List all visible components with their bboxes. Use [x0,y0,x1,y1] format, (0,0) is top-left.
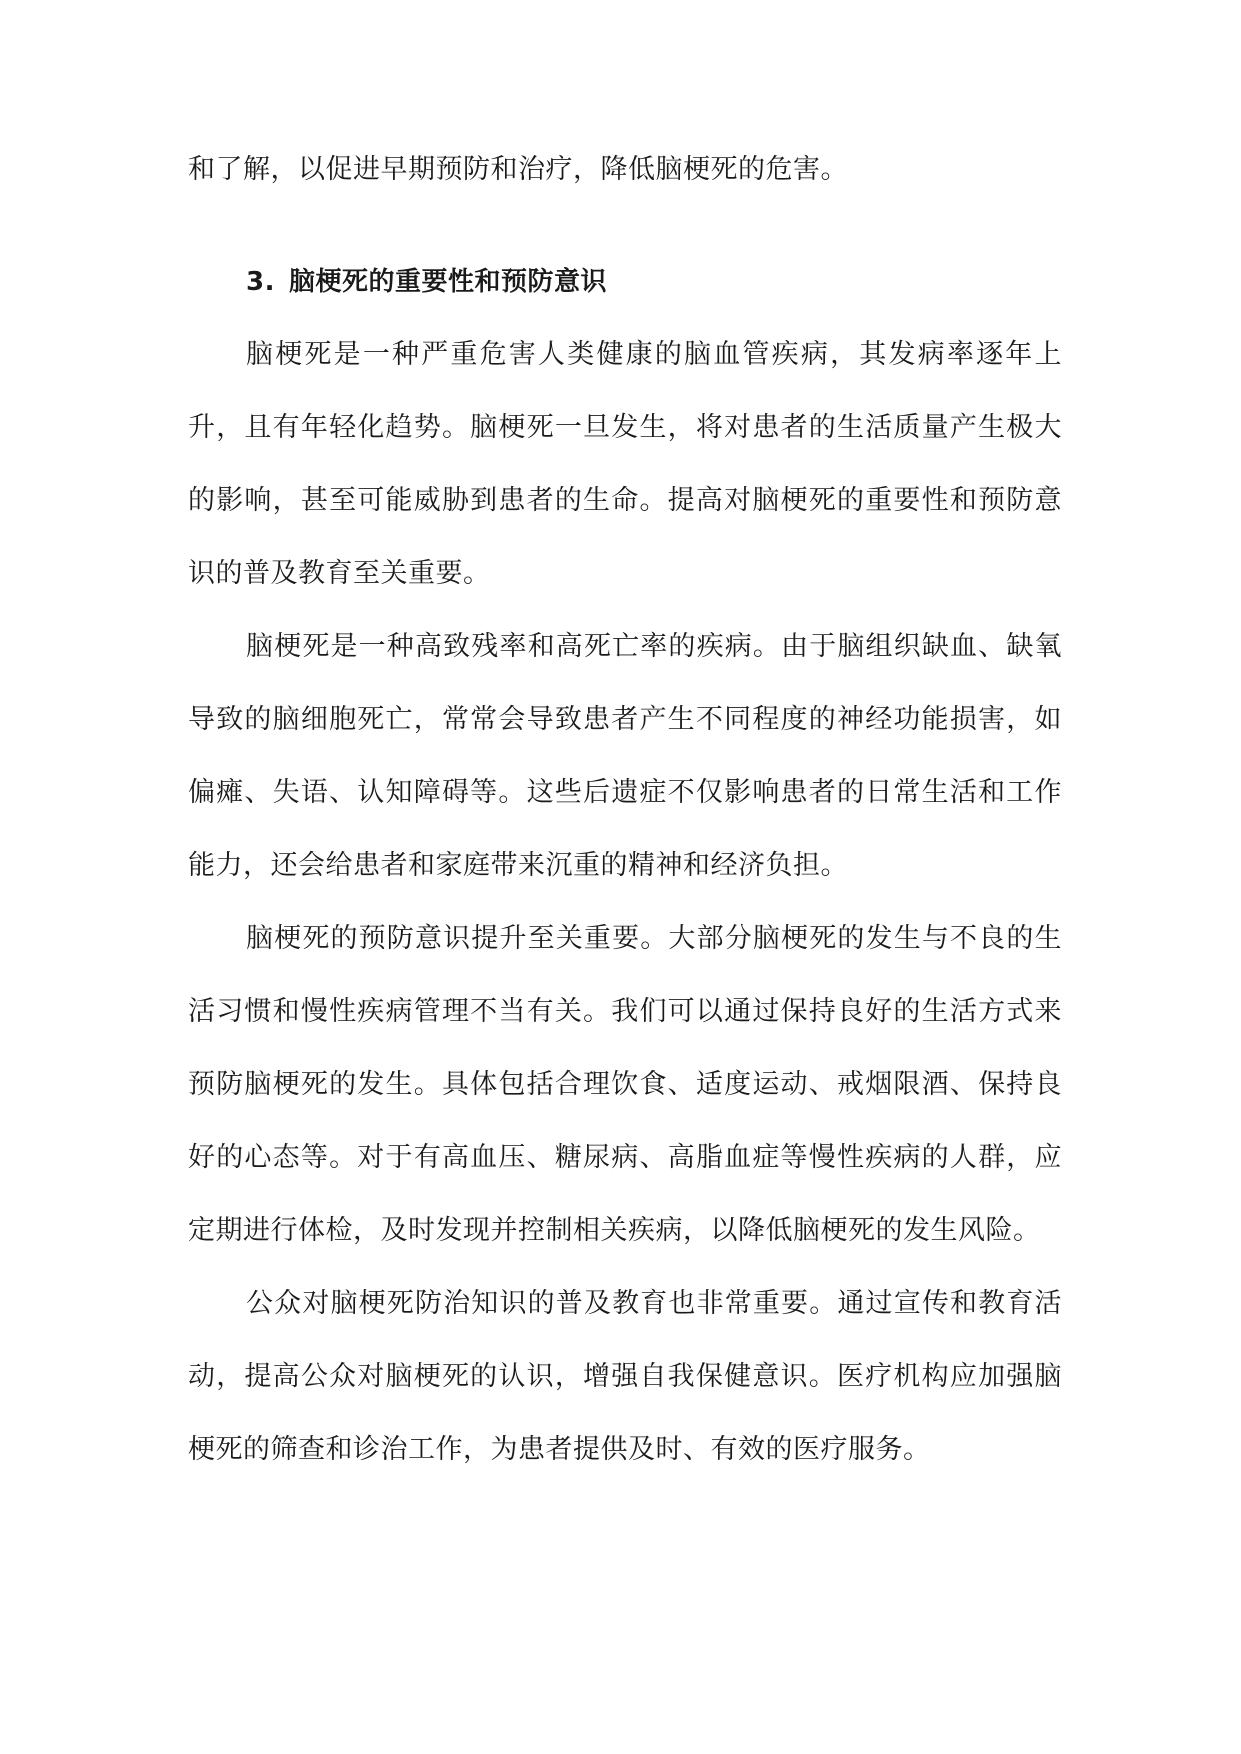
paragraph-4: 公众对脑梗死防治知识的普及教育也非常重要。通过宣传和教育活动，提高公众对脑梗死的认识，增强自我保健意识。医疗机构应加强脑梗死的筛查和诊治工作，为患者提供及时、有效的医疗服务。 [188,1288,1062,1465]
paragraph-1: 脑梗死是一种严重危害人类健康的脑血管疾病，其发病率逐年上升，且有年轻化趋势。脑梗死一旦发生，将对患者的生活质量产生极大的影响，甚至可能威胁到患者的生命。提高对脑梗死的重要性和预防意识的普及教育至关重要。 [188,339,1062,589]
body-paragraphs [188,318,1062,1486]
section-heading [188,262,1062,302]
section-number: 3. [246,267,275,297]
paragraph-2: 脑梗死是一种高致残率和高死亡率的疾病。由于脑组织缺血、缺氧导致的脑细胞死亡，常常会导致患者产生不同程度的神经功能损害，如偏瘫、失语、认知障碍等。这些后遗症不仅影响患者的日常生活和工作能力，还会给患者和家庭带来沉重的精神和经济负担。 [188,631,1062,881]
section-title: 脑梗死的重要性和预防意识 [288,267,607,297]
paragraph-3: 脑梗死的预防意识提升至关重要。大部分脑梗死的发生与不良的生活习惯和慢性疾病管理不当有关。我们可以通过保持良好的生活方式来预防脑梗死的发生。具体包括合理饮食、适度运动、戒烟限酒、保持良好的心态等。对于有高血压、糖尿病、高脂血症等慢性疾病的人群，应定期进行体检，及时发现并控制相关疾病，以降低脑梗死的发生风险。 [188,923,1062,1246]
continuation-block [188,133,1062,206]
continuation-paragraph: 和了解，以促进早期预防和治疗，降低脑梗死的危害。 [188,154,848,185]
